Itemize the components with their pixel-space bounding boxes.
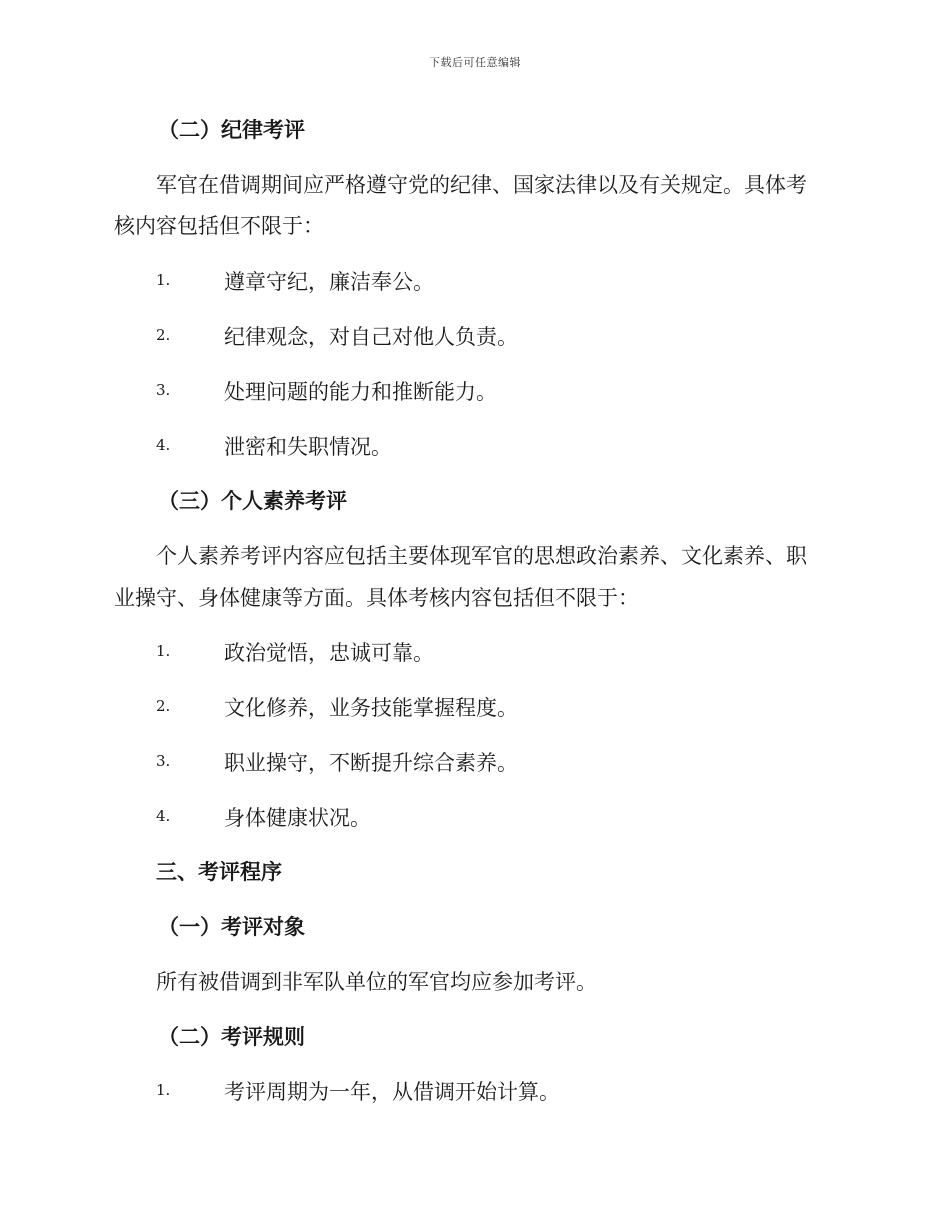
list-number: 4. — [156, 807, 171, 825]
list-number: 1. — [156, 642, 171, 660]
section-heading-personal-quality: （三）个人素养考评 — [158, 488, 347, 513]
list-number: 3. — [156, 752, 171, 770]
list-item: 考评周期为一年，从借调开始计算。 — [224, 1080, 560, 1104]
list-item: 泄密和失职情况。 — [224, 435, 392, 459]
paragraph-line: 个人素养考评内容应包括主要体现军官的思想政治素养、文化素养、职 — [156, 544, 807, 568]
section-heading-discipline: （二）纪律考评 — [158, 117, 305, 142]
section-heading-rules: （二）考评规则 — [158, 1024, 305, 1049]
list-item: 遵章守纪，廉洁奉公。 — [224, 270, 434, 294]
list-number: 2. — [156, 326, 171, 344]
list-item: 纪律观念，对自己对他人负责。 — [224, 325, 518, 349]
paragraph-line: 业操守、身体健康等方面。具体考核内容包括但不限于： — [114, 586, 639, 610]
list-number: 1. — [156, 271, 171, 289]
list-item: 职业操守，不断提升综合素养。 — [224, 751, 518, 775]
list-item: 政治觉悟，忠诚可靠。 — [224, 641, 434, 665]
paragraph-line: 军官在借调期间应严格遵守党的纪律、国家法律以及有关规定。具体考 — [156, 173, 807, 197]
list-item: 身体健康状况。 — [224, 806, 371, 830]
list-number: 4. — [156, 436, 171, 454]
paragraph-line: 所有被借调到非军队单位的军官均应参加考评。 — [156, 970, 597, 994]
page-header: 下载后可任意编辑 — [429, 56, 521, 69]
paragraph-line: 核内容包括但不限于： — [114, 214, 324, 238]
section-heading-target: （一）考评对象 — [158, 914, 305, 939]
list-item: 处理问题的能力和推断能力。 — [224, 380, 497, 404]
section-heading-procedure: 三、考评程序 — [156, 859, 282, 884]
list-item: 文化修养，业务技能掌握程度。 — [224, 696, 518, 720]
list-number: 1. — [156, 1081, 171, 1099]
list-number: 2. — [156, 697, 171, 715]
list-number: 3. — [156, 381, 171, 399]
